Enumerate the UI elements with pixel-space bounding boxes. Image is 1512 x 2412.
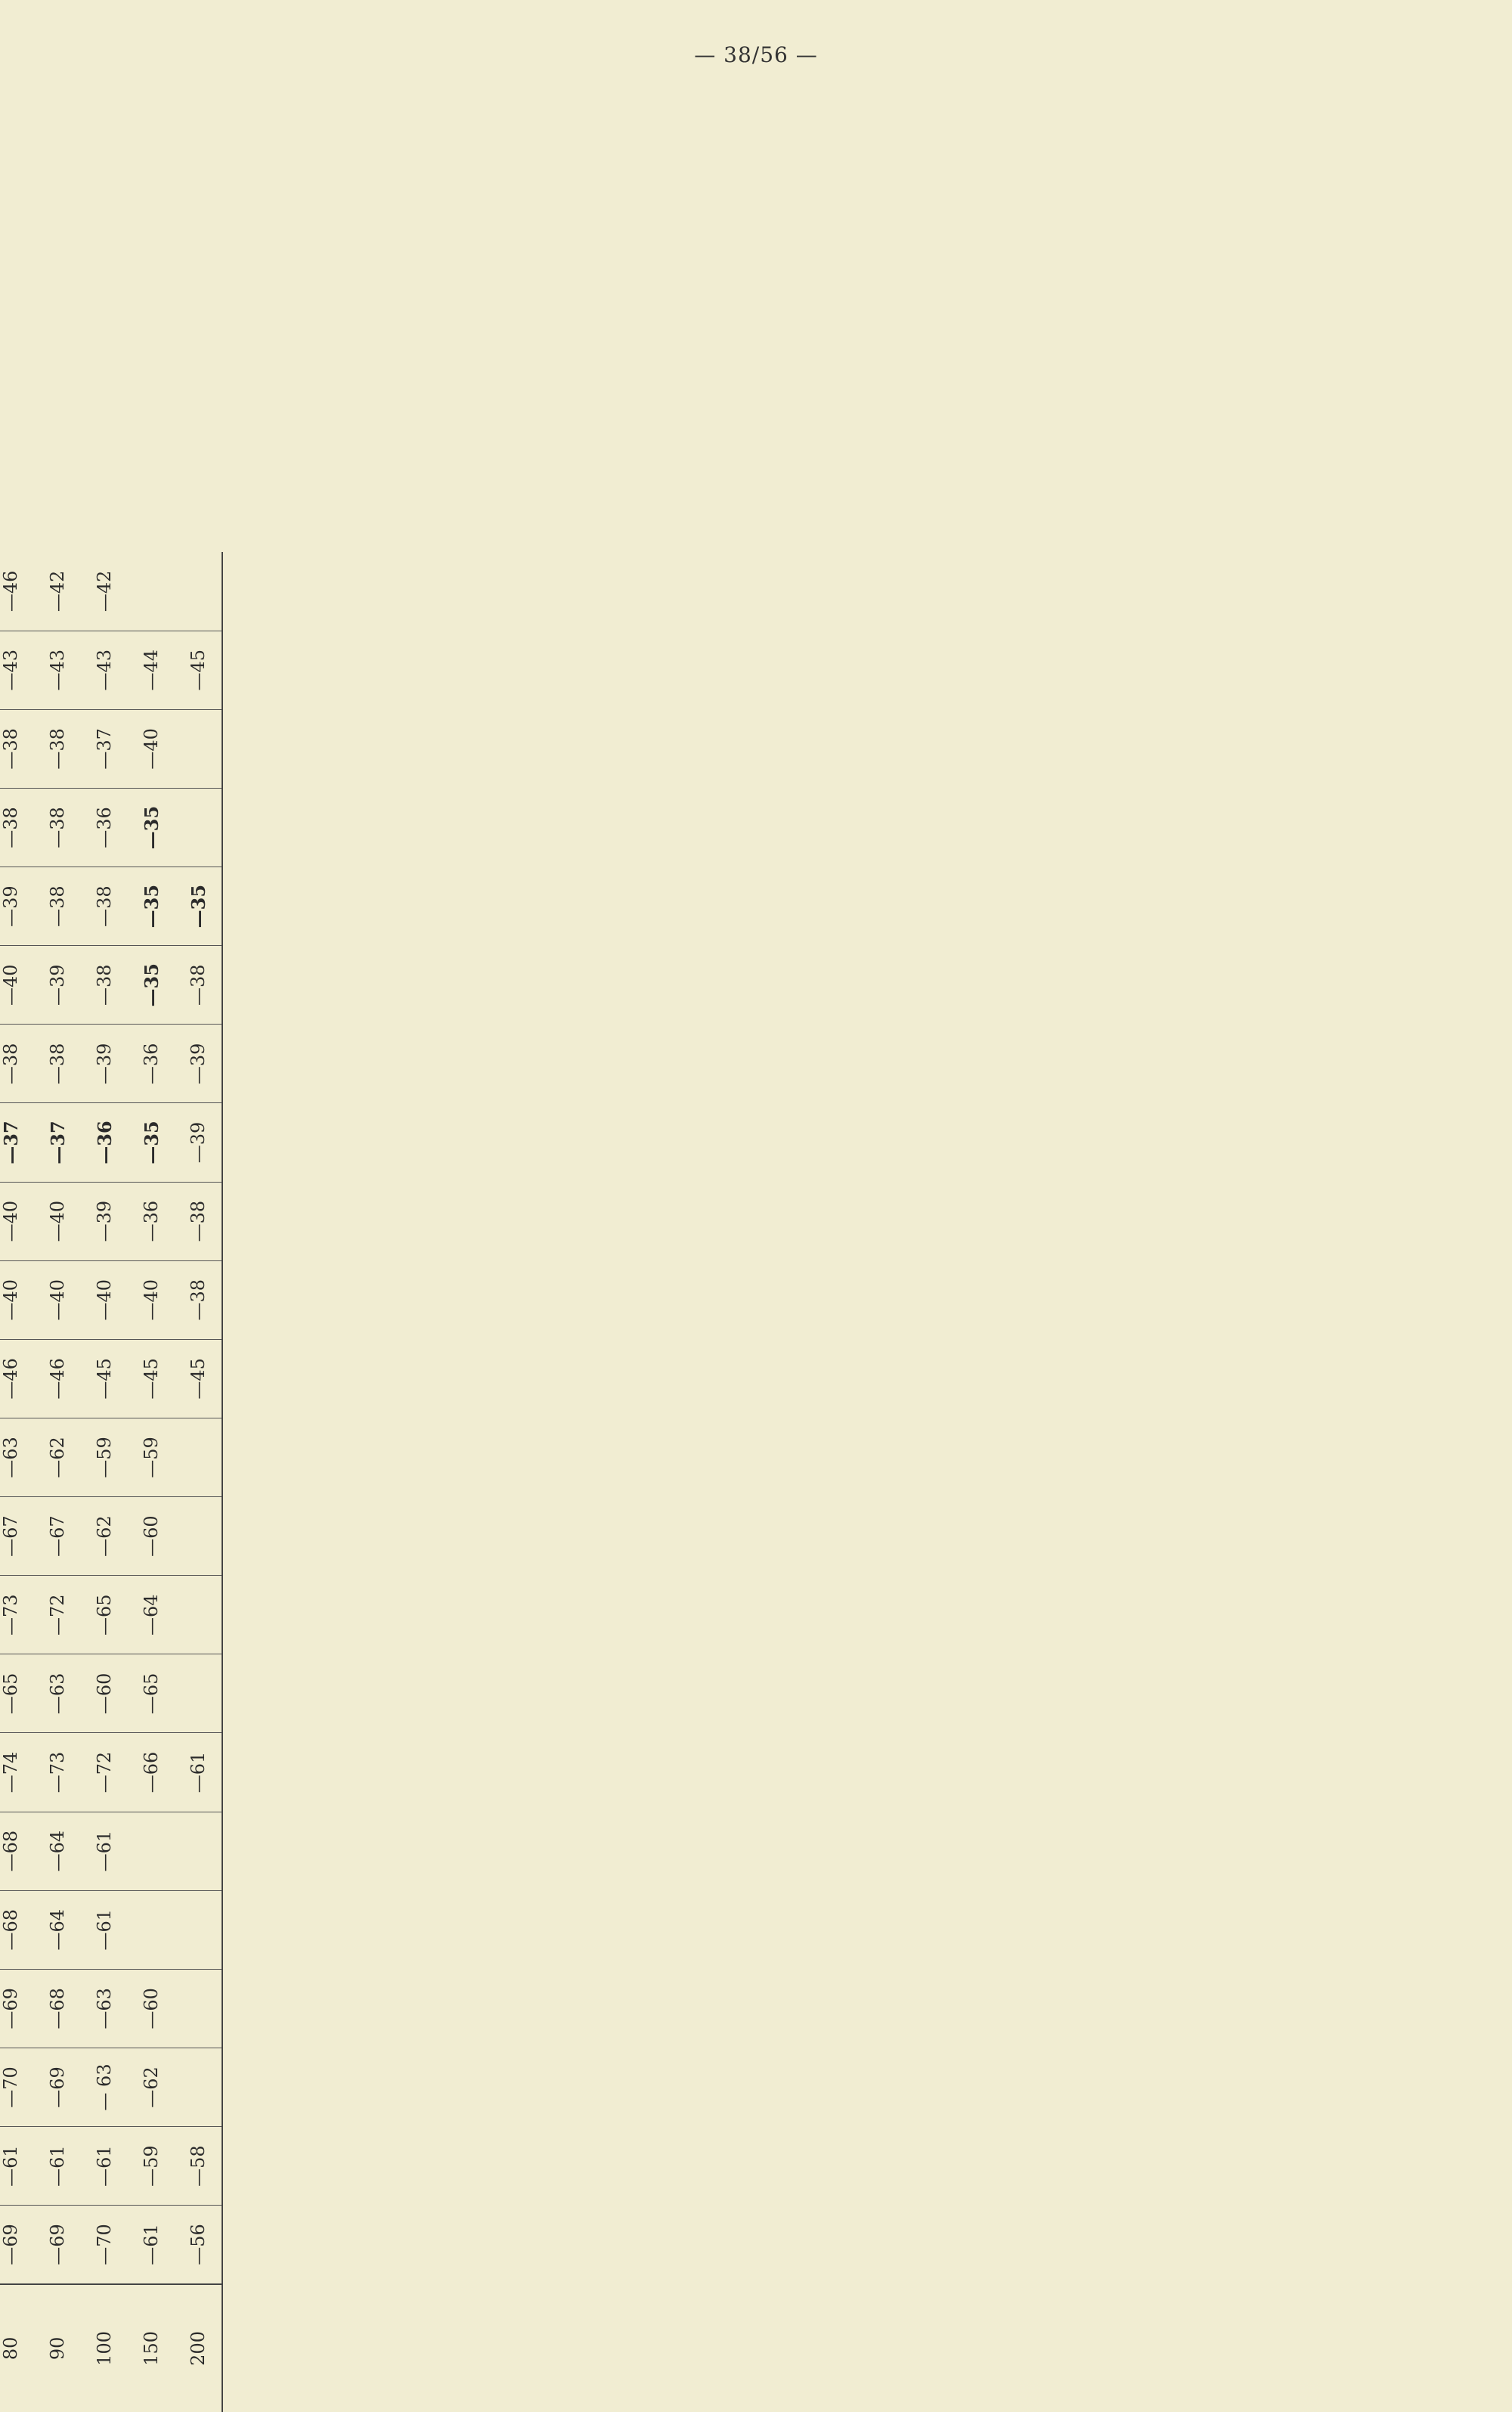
pressure-level: 90 xyxy=(34,2284,81,2412)
temperature-cell: —70 xyxy=(0,2048,34,2126)
temperature-cell: —38 xyxy=(34,1025,81,1103)
temperature-cell xyxy=(175,709,222,788)
temperature-cell: —38 xyxy=(34,709,81,788)
page-number: — 38/56 — xyxy=(694,42,818,67)
table-row xyxy=(34,552,81,2412)
temperature-cell: —42 xyxy=(34,552,81,631)
table-row xyxy=(81,552,128,2412)
temperature-cell: —45 xyxy=(128,1339,175,1418)
temperature-cell: —38 xyxy=(34,867,81,946)
table-container xyxy=(0,552,223,2412)
temperature-cell: —37 xyxy=(81,709,128,788)
temperature-cell: —59 xyxy=(128,2127,175,2206)
temperature-cell: —40 xyxy=(34,1182,81,1260)
temperature-cell: —43 xyxy=(34,631,81,709)
table-row xyxy=(175,552,222,2412)
temperature-cell: —61 xyxy=(81,2127,128,2206)
temperature-cell: —73 xyxy=(0,1576,34,1654)
temperature-cell: —61 xyxy=(81,1812,128,1890)
temperature-cell: —72 xyxy=(34,1576,81,1654)
temperature-cell xyxy=(128,552,175,631)
temperature-cell: —36 xyxy=(81,1103,128,1182)
temperature-cell: —40 xyxy=(81,1260,128,1339)
temperature-cell: —35 xyxy=(128,1103,175,1182)
temperature-cell: —37 xyxy=(34,1103,81,1182)
pressure-level: 200 xyxy=(175,2284,222,2412)
temperature-cell xyxy=(175,1654,222,1733)
temperature-cell: —61 xyxy=(81,1890,128,1969)
temperature-cell xyxy=(175,552,222,631)
temperature-cell: —38 xyxy=(0,788,34,867)
temperature-cell: —62 xyxy=(128,2048,175,2126)
temperature-cell: —38 xyxy=(0,1025,34,1103)
temperature-cell: —43 xyxy=(81,631,128,709)
temperature-cell: —38 xyxy=(0,709,34,788)
temperature-cell: —45 xyxy=(175,631,222,709)
temperature-cell: —64 xyxy=(34,1890,81,1969)
temperature-cell: —46 xyxy=(0,1339,34,1418)
pressure-level: 80 xyxy=(0,2284,34,2412)
temperature-cell: —63 xyxy=(34,1654,81,1733)
temperature-cell: —36 xyxy=(128,1025,175,1103)
temperature-cell: — 63 xyxy=(81,2048,128,2126)
temperature-cell: —64 xyxy=(128,1576,175,1654)
temperature-cell: —35 xyxy=(128,946,175,1025)
table-row xyxy=(128,552,175,2412)
temperature-table xyxy=(0,552,223,2412)
temperature-cell: —61 xyxy=(34,2127,81,2206)
temperature-cell: —69 xyxy=(0,2224,21,2265)
temperature-cell: —38 xyxy=(175,1182,222,1260)
temperature-cell: —60 xyxy=(128,1969,175,2048)
temperature-cell: —39 xyxy=(175,1025,222,1103)
temperature-cell: —74 xyxy=(0,1733,34,1812)
temperature-cell: —36 xyxy=(81,788,128,867)
rotated-table-block xyxy=(0,552,552,2412)
temperature-cell: —68 xyxy=(34,1969,81,2048)
temperature-cell: —70 xyxy=(94,2224,115,2265)
temperature-cell xyxy=(175,1969,222,2048)
temperature-cell xyxy=(175,1576,222,1654)
temperature-cell: —69 xyxy=(47,2224,68,2265)
temperature-cell: —35 xyxy=(128,788,175,867)
temperature-cell: —62 xyxy=(34,1418,81,1496)
temperature-cell: —61 xyxy=(141,2224,162,2265)
temperature-cell: —69 xyxy=(34,2048,81,2126)
temperature-cell xyxy=(175,1890,222,1969)
pressure-level: 150 xyxy=(128,2284,175,2412)
temperature-cell: —39 xyxy=(81,1182,128,1260)
temperature-cell: —39 xyxy=(175,1103,222,1182)
pressure-level: 100 xyxy=(81,2284,128,2412)
temperature-cell: —38 xyxy=(81,867,128,946)
temperature-cell: —65 xyxy=(81,1576,128,1654)
temperature-cell: —58 xyxy=(175,2127,222,2206)
temperature-cell: —40 xyxy=(0,1182,34,1260)
temperature-cell: —38 xyxy=(175,946,222,1025)
temperature-cell: —63 xyxy=(0,1418,34,1496)
temperature-cell: —65 xyxy=(128,1654,175,1733)
temperature-cell: —38 xyxy=(34,788,81,867)
temperature-cell: —68 xyxy=(0,1812,34,1890)
temperature-cell: —60 xyxy=(128,1497,175,1576)
temperature-cell: —65 xyxy=(0,1654,34,1733)
temperature-cell: —46 xyxy=(0,552,34,631)
temperature-cell: —69 xyxy=(0,1969,34,2048)
temperature-cell: —72 xyxy=(81,1733,128,1812)
temperature-cell: —37 xyxy=(0,1103,34,1182)
temperature-cell: —46 xyxy=(34,1339,81,1418)
temperature-cell: —35 xyxy=(175,867,222,946)
temperature-cell: —59 xyxy=(81,1418,128,1496)
temperature-cell: —56 xyxy=(175,2206,222,2284)
temperature-cell: —64 xyxy=(34,1812,81,1890)
temperature-cell: —40 xyxy=(34,1260,81,1339)
temperature-cell: —36 xyxy=(128,1182,175,1260)
temperature-cell: —60 xyxy=(81,1654,128,1733)
temperature-cell: —67 xyxy=(34,1497,81,1576)
temperature-cell: —59 xyxy=(128,1418,175,1496)
temperature-cell: —43 xyxy=(0,631,34,709)
temperature-cell xyxy=(175,788,222,867)
temperature-cell: —35 xyxy=(128,867,175,946)
temperature-cell: —39 xyxy=(81,1025,128,1103)
temperature-cell xyxy=(128,1812,175,1890)
temperature-cell xyxy=(175,1418,222,1496)
temperature-cell xyxy=(128,1890,175,1969)
temperature-cell: —62 xyxy=(81,1497,128,1576)
table-row xyxy=(0,552,34,2412)
temperature-cell: —63 xyxy=(81,1969,128,2048)
temperature-cell: —38 xyxy=(175,1260,222,1339)
temperature-cell xyxy=(175,1497,222,1576)
temperature-cell: —40 xyxy=(128,1260,175,1339)
temperature-cell: —67 xyxy=(0,1497,34,1576)
temperature-cell: —61 xyxy=(0,2127,34,2206)
temperature-cell: —39 xyxy=(0,867,34,946)
temperature-cell: —40 xyxy=(0,1260,34,1339)
temperature-cell: —45 xyxy=(81,1339,128,1418)
temperature-cell: —42 xyxy=(81,552,128,631)
temperature-cell xyxy=(175,1812,222,1890)
temperature-cell: —68 xyxy=(0,1890,34,1969)
temperature-cell: —61 xyxy=(175,1733,222,1812)
temperature-cell: —40 xyxy=(128,709,175,788)
temperature-cell: —66 xyxy=(128,1733,175,1812)
temperature-cell: —38 xyxy=(81,946,128,1025)
temperature-cell: —44 xyxy=(128,631,175,709)
temperature-cell: —39 xyxy=(34,946,81,1025)
temperature-cell: —40 xyxy=(0,946,34,1025)
temperature-cell: —45 xyxy=(175,1339,222,1418)
temperature-cell: —73 xyxy=(34,1733,81,1812)
temperature-cell xyxy=(175,2048,222,2126)
